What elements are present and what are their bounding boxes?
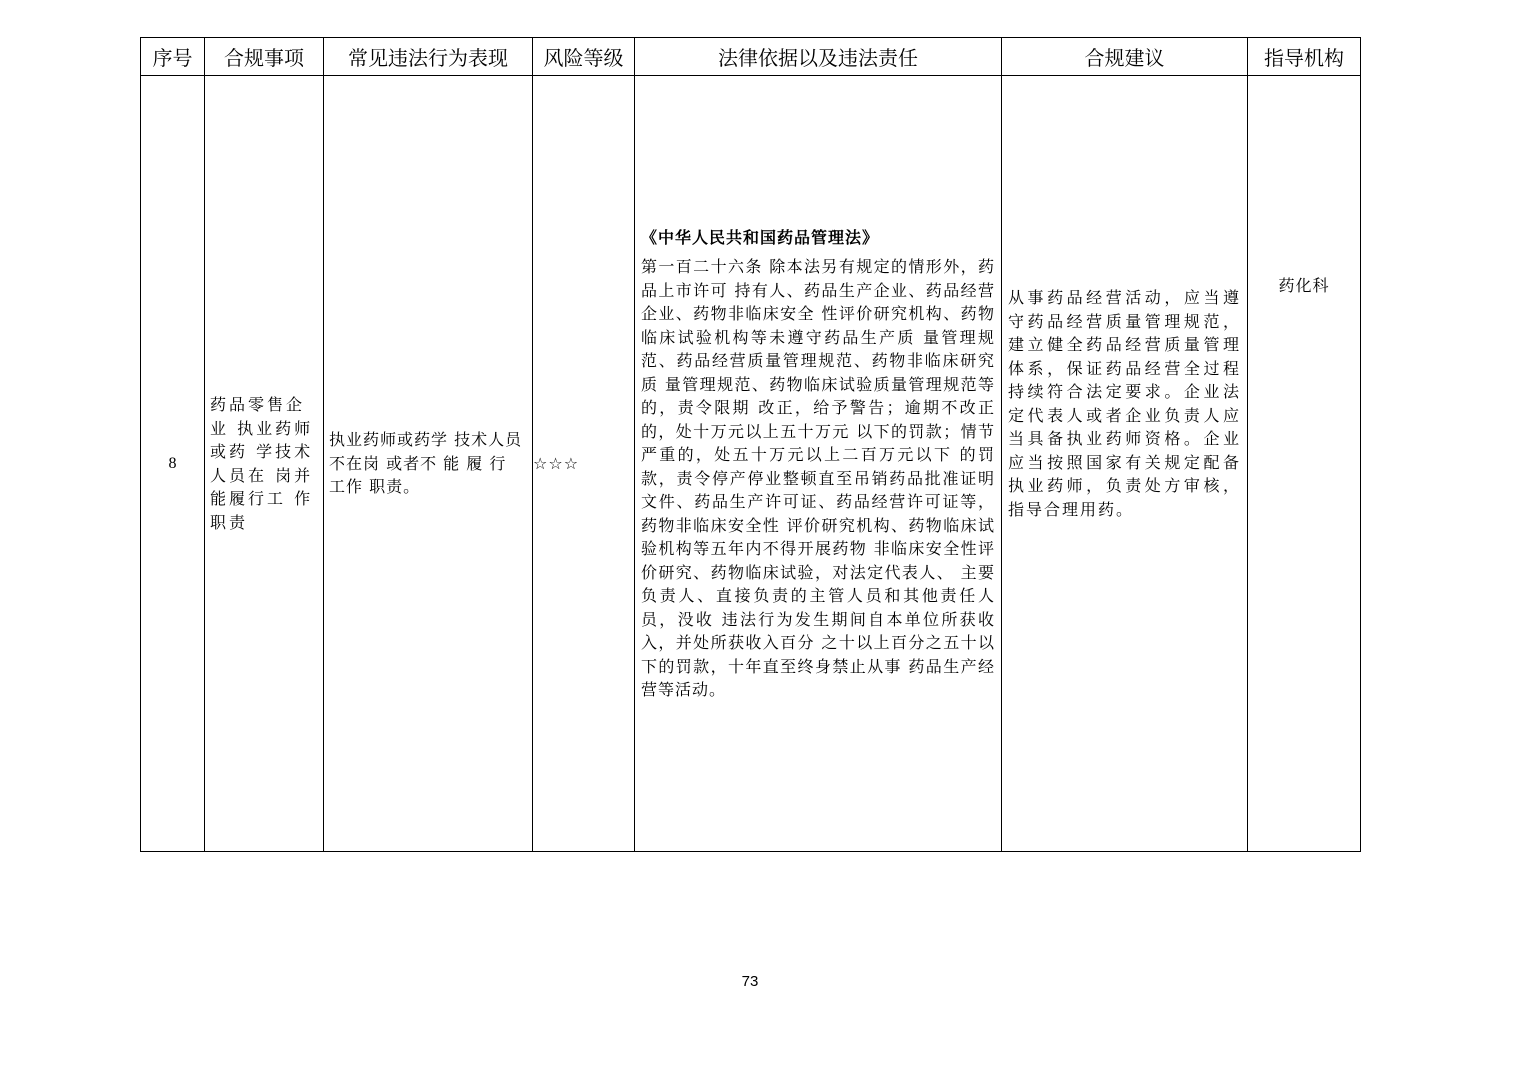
- header-advice: 合规建议: [1002, 38, 1248, 76]
- page-number: 73: [741, 973, 759, 990]
- table-header: [141, 38, 1361, 76]
- header-behavior: 常见违法行为表现: [324, 38, 533, 76]
- cell-org: [1248, 76, 1361, 852]
- table-row: [141, 76, 1361, 852]
- header-item: 合规事项: [205, 38, 324, 76]
- header-number: 序号: [141, 38, 205, 76]
- header-risk: 风险等级: [533, 38, 635, 76]
- law-title: 《中华人民共和国药品管理法》: [641, 227, 880, 247]
- table-body: [141, 76, 1361, 852]
- cell-law: [635, 76, 1002, 852]
- law-content: [641, 226, 995, 702]
- org-text: 药化科: [1278, 275, 1330, 295]
- header-law: 法律依据以及违法责任: [635, 38, 1002, 76]
- cell-risk: ☆☆☆: [533, 76, 635, 852]
- cell-behavior: 执业药师或药学 技术人员不在岗 或者不 能 履 行 工作 职责。: [324, 76, 533, 852]
- header-row: [141, 38, 1361, 76]
- header-org: 指导机构: [1248, 38, 1361, 76]
- cell-number: 8: [141, 76, 205, 852]
- cell-advice: [1002, 76, 1248, 852]
- compliance-table: [140, 37, 1361, 852]
- law-text: 第一百二十六条 除本法另有规定的情形外，药品上市许可 持有人、药品生产企业、药品经营企业、药物非临床安全 性评价研究机构、药物临床试验机构等未遵守药品生产质 量管理规范、药品经营质量管理规范、药物非临床研究质 量管理规范、药物临床试验质量管理规范等的，责令限期 改正，给予警告；逾期不改正的，处十万元以上五十万元 以下的罚款；情节严重的，处五十万元以上二百万元以下 的罚款，责令停产停业整顿直至吊销药品批准证明文件、药品生产许可证、药品经营许可证等，药物非临床安全性 评价研究机构、药物临床试验机构等五年内不得开展药物 非临床安全性评价研究、药物临床试验，对法定代表人、 主要负责人、直接负责的主管人员和其他责任人员，没收 违法行为发生期间自本单位所获收入，并处所获收入百分 之十以上百分之五十以下的罚款，十年直至终身禁止从事 药品生产经营等活动。: [641, 257, 995, 699]
- advice-text: 从事药品经营活动，应当遵守药品经营质量管理规范，建立健全药品经营质量管理体系，保证药品经营全过程持续符合法定要求。企业法定代表人或者企业负责人应当具备执业药师资格。企业应当按照国家有关规定配备执业药师，负责处方审核，指导合理用药。: [1008, 288, 1241, 519]
- cell-item: 药品零售企业 执业药师或药 学技术人员在 岗并能履行工 作职责: [205, 76, 324, 852]
